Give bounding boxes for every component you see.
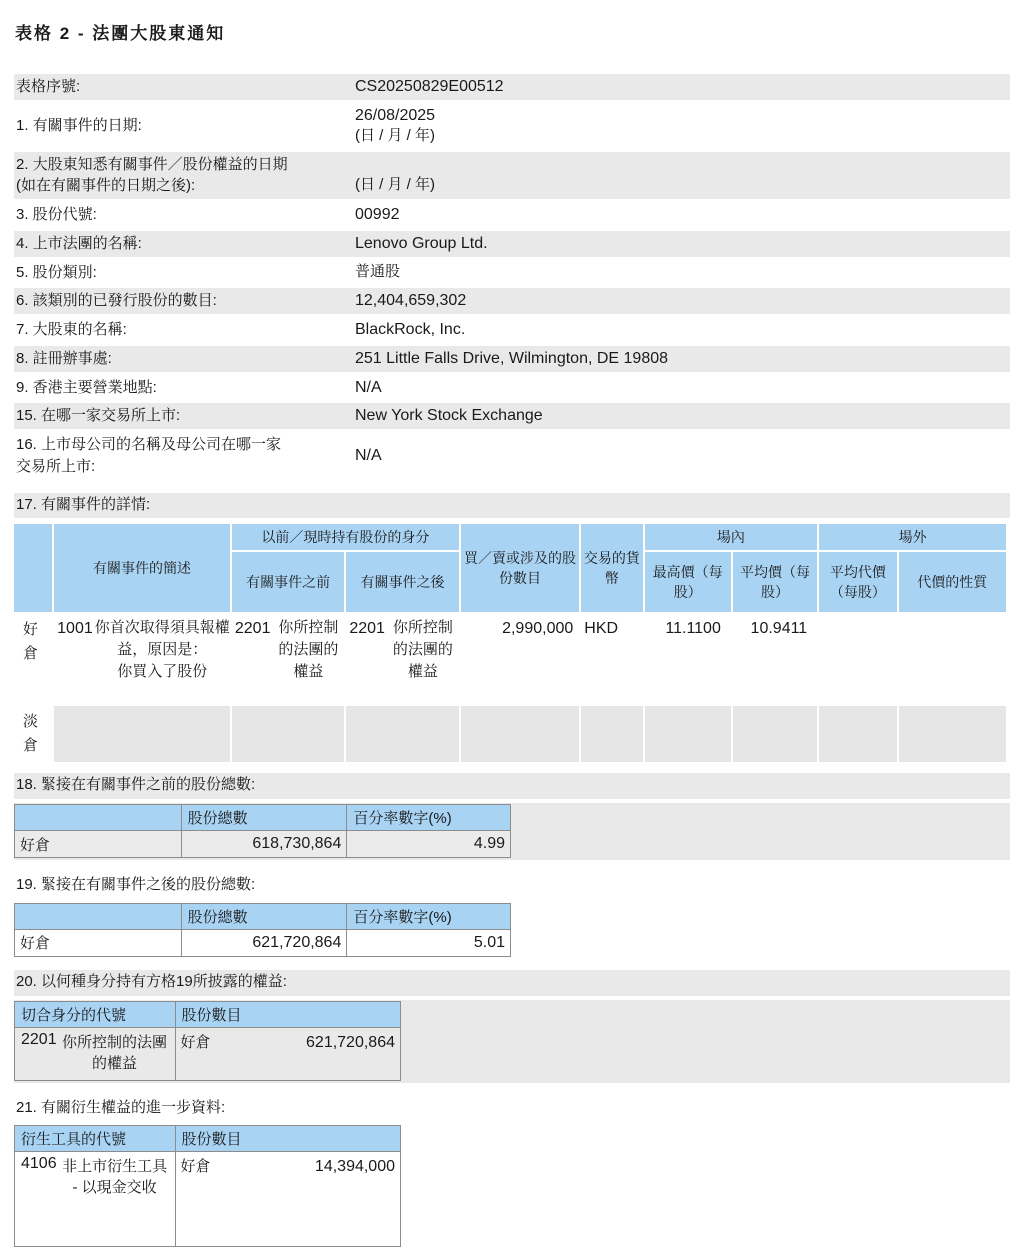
capacity-code: 2201 xyxy=(349,620,385,638)
section-21-heading: 21. 有關衍生權益的進一步資料: xyxy=(16,1098,226,1116)
percentage-value: 5.01 xyxy=(347,929,511,956)
table-row xyxy=(15,929,511,956)
event-description-cell xyxy=(54,614,230,704)
derivatives-table xyxy=(14,1125,401,1247)
blank-header-cell xyxy=(15,805,182,831)
col-group-off-market: 場外 xyxy=(819,524,1006,550)
capacity-cell xyxy=(15,1027,176,1080)
shares-value: 621,720,864 xyxy=(306,1033,395,1051)
info-label: 表格序號: xyxy=(16,78,81,95)
shares-before-table xyxy=(14,804,511,858)
capacity-code: 2201 xyxy=(234,620,271,638)
total-shares-value: 621,720,864 xyxy=(181,929,347,956)
table-row-long-position xyxy=(14,614,1006,704)
col-total-shares: 股份總數 xyxy=(181,903,347,929)
info-label: 3. 股份代號: xyxy=(16,206,97,224)
info-row-event-date xyxy=(14,103,1010,149)
average-price-value: 10.9411 xyxy=(750,620,808,638)
col-currency: 交易的貨幣 xyxy=(581,524,642,612)
event-code: 1001 xyxy=(57,620,93,638)
info-row-serial xyxy=(14,74,1010,100)
shares-cell xyxy=(175,1027,400,1080)
date-format-hint: (日 / 月 / 年) xyxy=(355,127,435,145)
corner-cell xyxy=(14,524,52,612)
info-row-aware-date xyxy=(14,152,1010,200)
table-row xyxy=(15,831,511,858)
position-label: 好倉 xyxy=(15,929,182,956)
capacity-held-table xyxy=(14,1001,401,1081)
info-value xyxy=(355,103,1010,149)
col-percentage: 百分率數字(%) xyxy=(347,903,511,929)
info-row-shareholder-name xyxy=(14,317,1010,343)
table-row xyxy=(15,1152,401,1247)
info-label: 16. 上市母公司的名稱及母公司在哪一家 交易所上市: xyxy=(16,436,282,475)
derivative-cell xyxy=(15,1152,176,1247)
info-label: 9. 香港主要營業地點: xyxy=(16,378,157,396)
capacity-code: 2201 xyxy=(21,1030,57,1048)
shares-after-table xyxy=(14,903,511,957)
blank-header-cell xyxy=(15,903,182,929)
info-row-parent-company xyxy=(14,432,1010,480)
col-group-on-market: 場內 xyxy=(645,524,818,550)
info-row-exchange-listed xyxy=(14,403,1010,429)
highest-price-value: 11.1100 xyxy=(665,620,721,638)
col-average-consideration: 平均代價（每股） xyxy=(819,552,896,612)
info-row-stock-code xyxy=(14,202,1010,228)
capacity-description: 你所控制的法團的權益 xyxy=(278,619,339,680)
col-event-description: 有關事件的簡述 xyxy=(54,524,230,612)
shares-involved-value: 2,990,000 xyxy=(502,620,574,638)
info-label: 6. 該類別的已發行股份的數目: xyxy=(16,292,217,310)
info-label: 15. 在哪一家交易所上市: xyxy=(16,407,181,425)
nature-consideration-value xyxy=(899,614,1006,704)
position-label: 好倉 xyxy=(180,1158,211,1176)
info-label: 5. 股份類別: xyxy=(16,263,97,281)
col-total-shares: 股份總數 xyxy=(181,805,347,831)
col-before-event: 有關事件之前 xyxy=(232,552,344,612)
capacity-description: 你所控制的法團的權益 xyxy=(392,619,453,680)
col-highest-price: 最高價（每股） xyxy=(645,552,731,612)
position-label: 好倉 xyxy=(15,831,182,858)
position-label: 淡倉 xyxy=(14,706,52,762)
total-shares-value: 618,730,864 xyxy=(181,831,347,858)
info-row-hk-place xyxy=(14,375,1010,401)
col-average-price: 平均價（每股） xyxy=(733,552,817,612)
info-row-registered-office xyxy=(14,346,1010,372)
info-value: CS20250829E00512 xyxy=(355,78,504,96)
section-20-band xyxy=(14,1000,1010,1083)
date-format-hint: (日 / 月 / 年) xyxy=(355,175,435,193)
event-details-table xyxy=(12,522,1008,764)
derivative-code: 4106 xyxy=(21,1155,57,1173)
percentage-value: 4.99 xyxy=(347,831,511,858)
info-value: N/A xyxy=(355,447,382,465)
capacity-before-cell xyxy=(232,614,344,704)
shares-cell xyxy=(175,1152,400,1247)
section-17-heading: 17. 有關事件的詳情: xyxy=(14,493,1010,519)
col-number-of-shares: 股份數目 xyxy=(175,1126,400,1152)
col-percentage: 百分率數字(%) xyxy=(347,805,511,831)
date-value: 26/08/2025 xyxy=(355,106,436,124)
col-after-event: 有關事件之後 xyxy=(346,552,458,612)
section-18-heading: 18. 緊接在有關事件之前的股份總數: xyxy=(14,773,1010,799)
info-value: BlackRock, Inc. xyxy=(355,321,466,339)
info-value: 12,404,659,302 xyxy=(355,292,467,310)
info-value: 普通股 xyxy=(355,263,401,281)
info-label: 4. 上市法團的名稱: xyxy=(16,234,142,252)
info-value: Lenovo Group Ltd. xyxy=(355,234,488,252)
position-label: 好倉 xyxy=(23,621,39,663)
capacity-description: 你所控制的法團的權益 xyxy=(62,1033,168,1072)
info-label: 7. 大股東的名稱: xyxy=(16,321,127,339)
average-consideration-value xyxy=(819,614,896,704)
event-description: 你首次取得須具報權益，原因是： 你買入了股份 xyxy=(94,619,230,680)
derivative-description: 非上市衍生工具 - 以現金交收 xyxy=(62,1158,168,1197)
info-label: 1. 有關事件的日期: xyxy=(16,116,142,134)
page-title: 表格 2 - 法團大股東通知 xyxy=(15,24,226,43)
table-row-short-position xyxy=(14,706,1006,762)
info-label: 8. 註冊辦事處: xyxy=(16,349,112,367)
form-info-section xyxy=(14,74,1010,480)
col-nature-consideration: 代價的性質 xyxy=(899,552,1006,612)
shares-value: 14,394,000 xyxy=(314,1158,395,1176)
section-18-band xyxy=(14,803,1010,860)
table-row xyxy=(15,1027,401,1080)
currency-value: HKD xyxy=(584,620,619,638)
info-row-issued-shares xyxy=(14,288,1010,314)
info-row-corporation-name xyxy=(14,231,1010,257)
section-20-heading: 20. 以何種身分持有方格19所披露的權益: xyxy=(14,970,1010,996)
info-value: 00992 xyxy=(355,206,400,224)
col-shares-involved: 買／賣或涉及的股份數目 xyxy=(461,524,579,612)
info-label: 2. 大股東知悉有關事件／股份權益的日期 (如在有關事件的日期之後): xyxy=(16,155,288,195)
col-capacity-code: 切合身分的代號 xyxy=(15,1001,176,1027)
position-label: 好倉 xyxy=(180,1033,211,1051)
info-value: 251 Little Falls Drive, Wilmington, DE 19808 xyxy=(355,349,669,367)
col-group-capacity: 以前／現時持有股份的身分 xyxy=(232,524,459,550)
capacity-after-cell xyxy=(346,614,458,704)
info-value: N/A xyxy=(355,378,382,396)
col-number-of-shares: 股份數目 xyxy=(175,1001,400,1027)
info-row-share-class xyxy=(14,260,1010,286)
info-value: New York Stock Exchange xyxy=(355,407,543,425)
section-19-heading: 19. 緊接在有關事件之後的股份總數: xyxy=(16,876,256,894)
col-derivative-code: 衍生工具的代號 xyxy=(15,1126,176,1152)
